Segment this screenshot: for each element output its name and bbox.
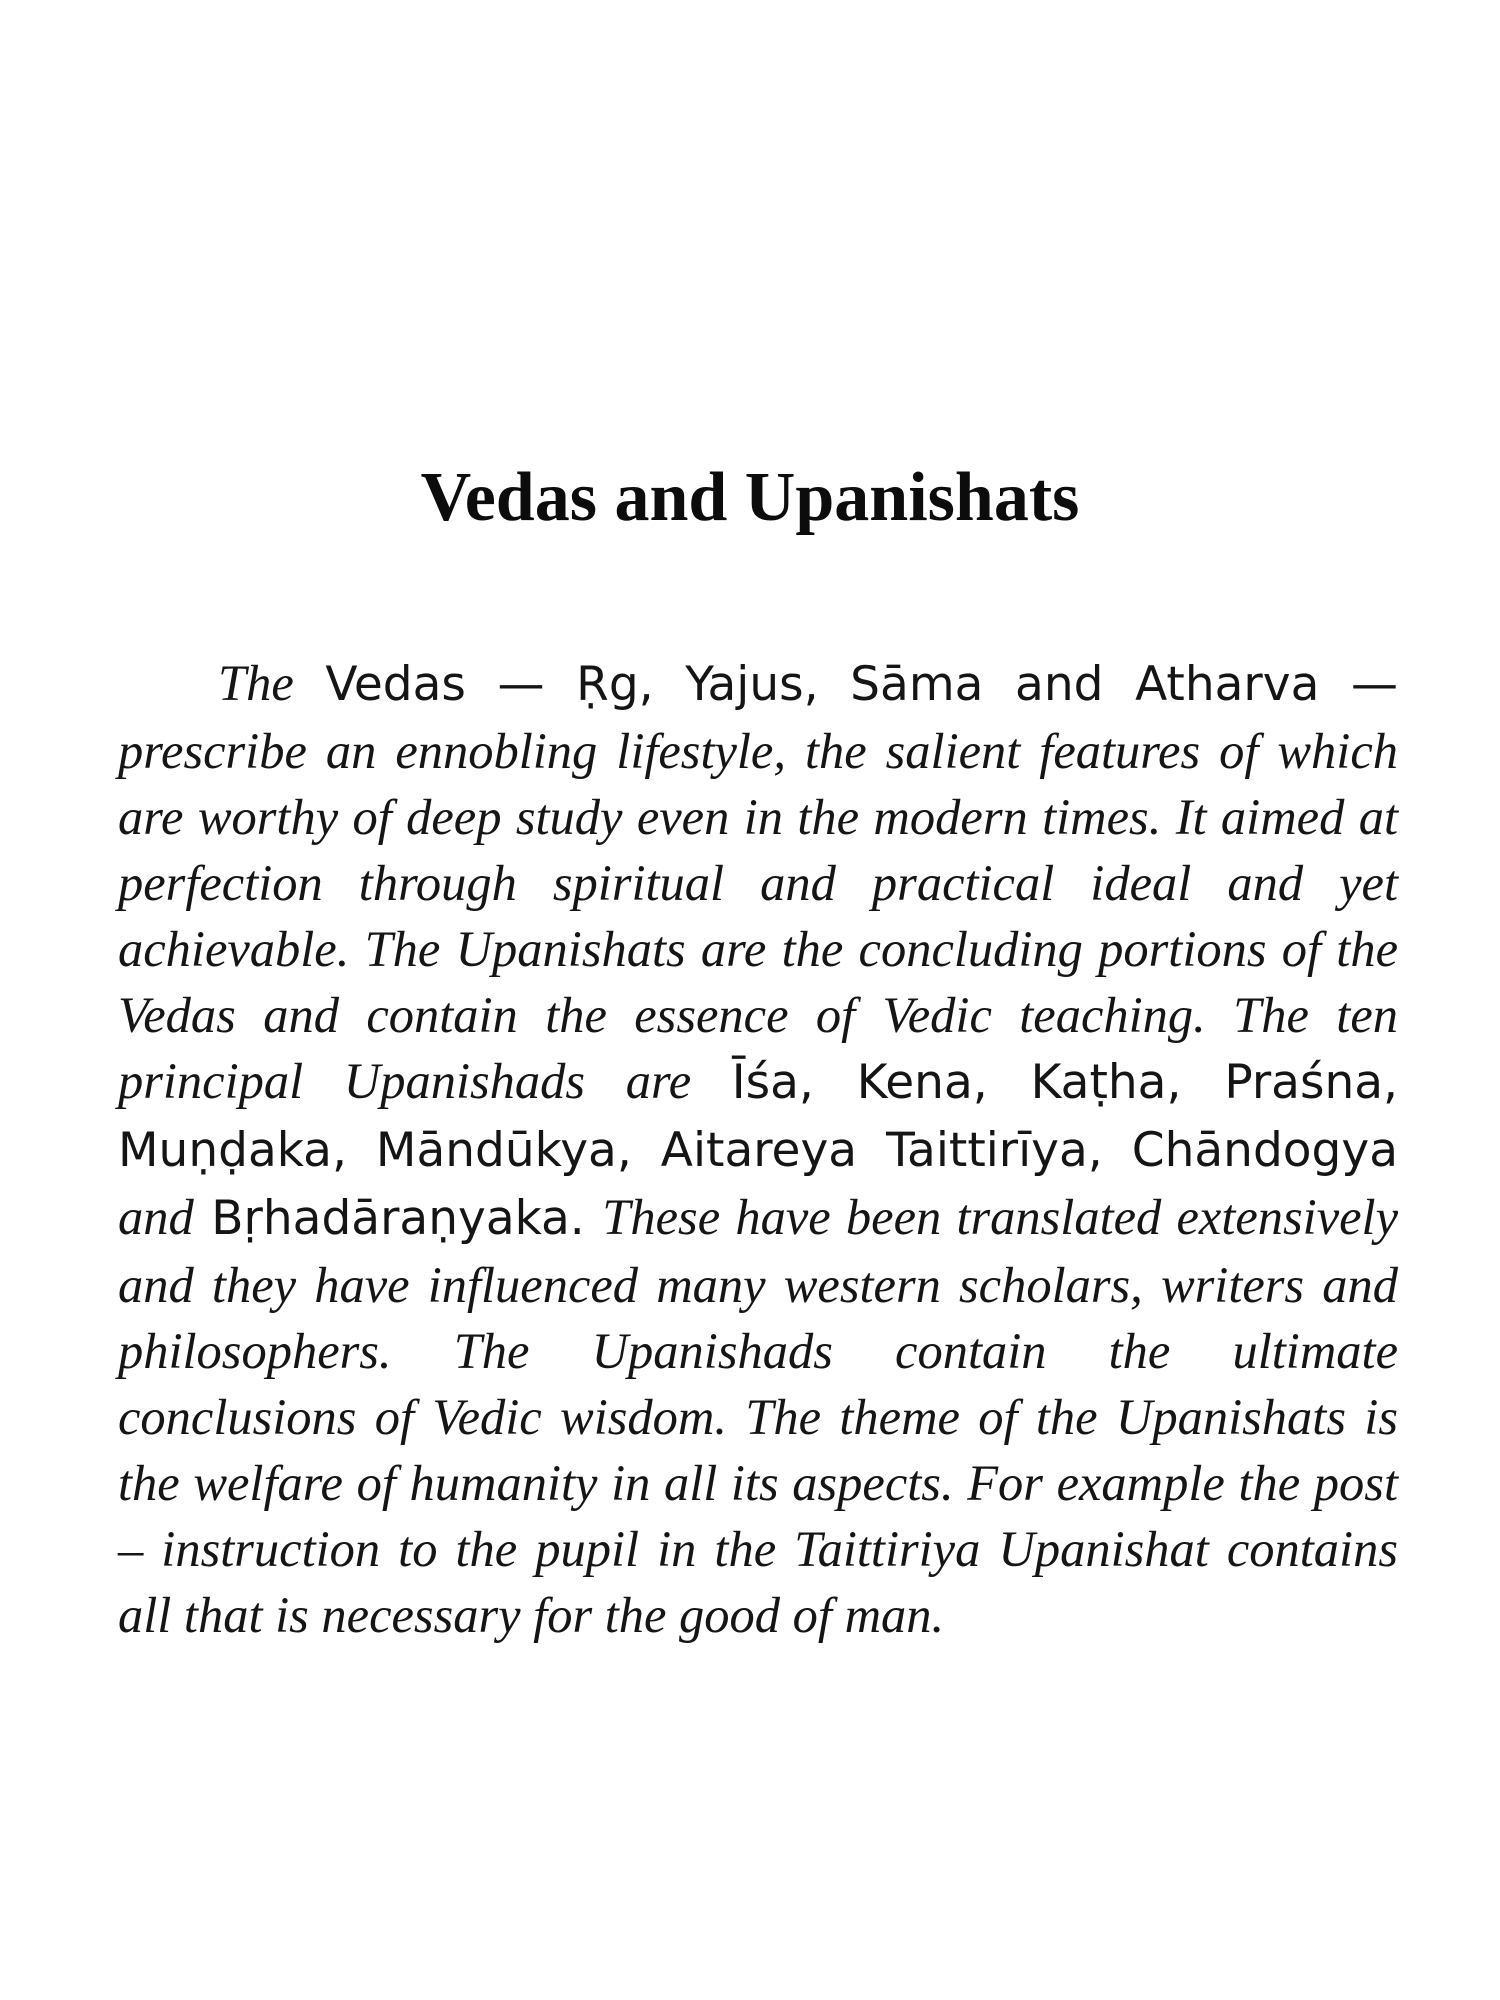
paragraph-segment-1: The	[218, 655, 294, 711]
paragraph-segment-5: and	[118, 1189, 194, 1245]
paragraph-segment-3: prescribe an ennobling lifestyle, the salient features of which are worthy of deep study even in the modern times. It aimed at perfection through spiritual and practical ideal and yet achievable. The Upanishats are the concluding portions of the Vedas and contain the essence of Vedic teaching. The ten principal Upanishads are	[118, 723, 1398, 1109]
paragraph-segment-2: Vedas — Ṛg, Yajus, Sāma and Atharva —	[293, 657, 1398, 712]
body-paragraph	[118, 650, 1398, 1648]
paragraph-segment-7: These have been translated extensively and they have influenced many western scholars, writers and philosophers. The Upanishads contain the ultimate conclusions of Vedic wisdom. The theme of the Upanishats is the welfare of humanity in all its aspects. For example the post – instruction to the pupil in the Taittiriya Upanishat contains all that is necessary for the good of man.	[118, 1189, 1398, 1643]
paragraph-segment-4: Īśa, Kena, Kaṭha, Praśna, Muṇḍaka, Māndūkya, Aitareya Taittirīya, Chāndogya	[118, 1055, 1398, 1178]
page-title: Vedas and Upanishats	[420, 459, 1080, 536]
paragraph-segment-6: Bṛhadāraṇyaka.	[193, 1191, 603, 1246]
